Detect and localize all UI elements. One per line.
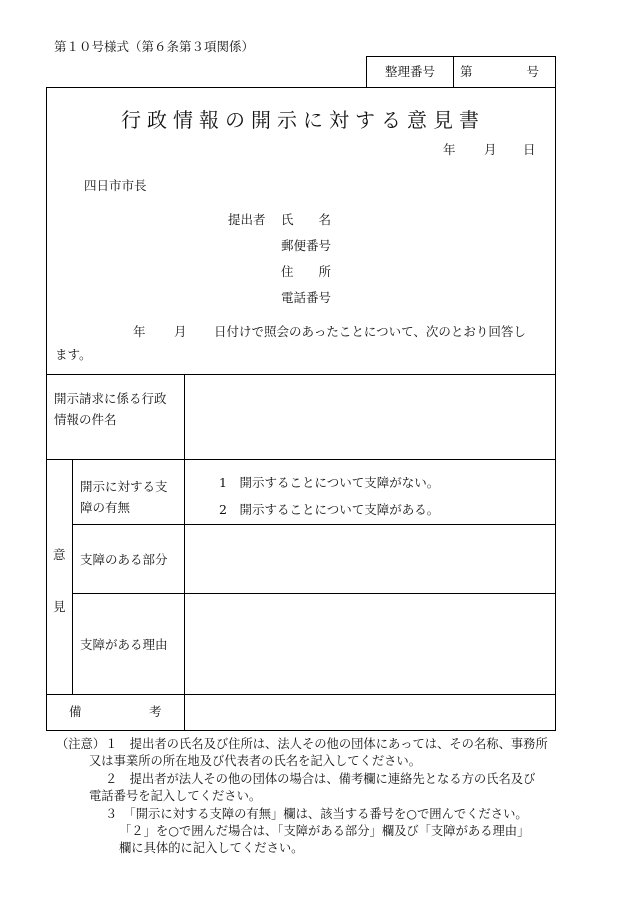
- remarks-label-1: 備: [69, 704, 82, 719]
- obstacle-part-label: 支障のある部分: [80, 552, 168, 567]
- request-row-border: [47, 459, 555, 460]
- body-month: 月: [174, 324, 187, 339]
- body-text: 日付けで照会のあったことについて、次のとおり回答し: [214, 324, 526, 339]
- submitter-phone-field[interactable]: 電話番号: [281, 290, 332, 305]
- addressee: 四日市市長: [84, 178, 147, 193]
- obstacle-part-field[interactable]: [185, 525, 554, 593]
- submitter-name-field[interactable]: 氏 名: [281, 212, 332, 227]
- reference-number-label: 整理番号: [367, 57, 454, 87]
- request-subject-field[interactable]: [185, 375, 554, 459]
- form-number-label: 第１０号様式（第６条第３項関係）: [54, 39, 255, 54]
- submitter-postal-field[interactable]: 郵便番号: [281, 238, 332, 253]
- form-frame: [46, 87, 556, 731]
- remarks-field[interactable]: [185, 695, 554, 730]
- reference-number-field[interactable]: [454, 57, 555, 87]
- option-has-obstacle[interactable]: 2 開示することについて支障がある。: [219, 502, 440, 517]
- opinion-table: [47, 374, 555, 730]
- note-line-2: 又は事業所の所在地及び代表者の氏名を記入してください。: [89, 754, 422, 768]
- note-line-4: 電話番号を記入してください。: [89, 789, 262, 803]
- opinion-column-divider: [72, 459, 73, 694]
- reference-suffix: 号: [526, 64, 539, 79]
- opinion-char-1: 意: [53, 547, 66, 562]
- note-line-3: ２ 提出者が法人その他の団体の場合は、備考欄に連絡先となる方の氏名及び: [105, 772, 536, 786]
- request-label-line-2: 情報の件名: [54, 412, 117, 427]
- submitter-address-field[interactable]: 住 所: [281, 264, 332, 279]
- note-line-7: 欄に具体的に記入してください。: [119, 841, 304, 855]
- note-line-1: （注意）１ 提出者の氏名及び住所は、法人その他の団体にあっては、その名称、事務所: [56, 737, 548, 751]
- submitter-label: 提出者: [228, 212, 266, 227]
- opinion-char-2: 見: [53, 599, 66, 614]
- date-month: 月: [484, 142, 497, 157]
- document-title: 行政情報の開示に対する意見書: [121, 108, 485, 132]
- date-day: 日: [523, 142, 536, 157]
- obstacle-label-line-2: 障の有無: [80, 500, 131, 515]
- note-line-6: 「２」を○で囲んだ場合は、「支障がある部分」欄及び「支障がある理由」: [119, 824, 530, 838]
- note-line-5: ３ 「開示に対する支障の有無」欄は、該当する番号を○で囲んでください。: [105, 807, 528, 821]
- obstacle-reason-field[interactable]: [185, 594, 554, 694]
- remarks-label-2: 考: [149, 704, 162, 719]
- body-year: 年: [133, 324, 146, 339]
- obstacle-label-line-1: 開示に対する支: [80, 479, 168, 494]
- reference-prefix: 第: [460, 64, 473, 79]
- request-label-line-1: 開示請求に係る行政: [54, 391, 167, 406]
- date-year: 年: [443, 142, 456, 157]
- obstacle-reason-label: 支障がある理由: [80, 637, 168, 652]
- reference-number-box: [366, 56, 556, 87]
- option-no-obstacle[interactable]: 1 開示することについて支障がない。: [219, 475, 440, 490]
- body-continuation: ます。: [55, 347, 92, 362]
